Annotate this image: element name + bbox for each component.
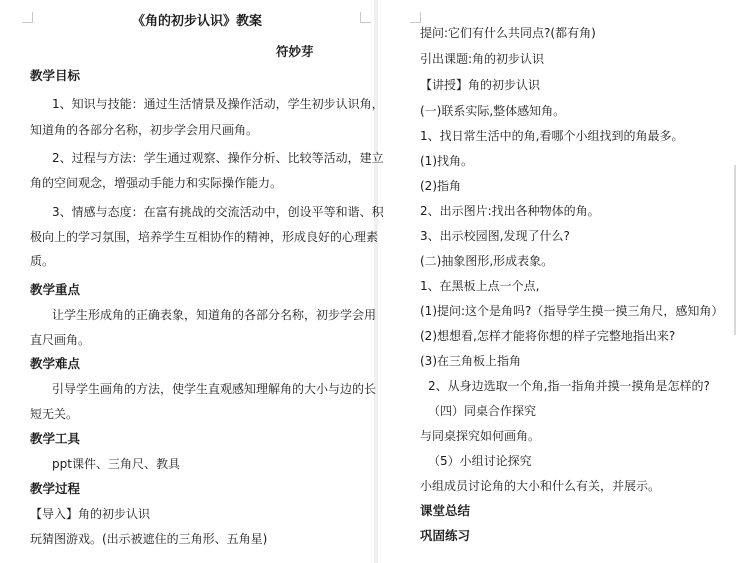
right-line-1: 提问:它们有什么共同点?(都有角) <box>420 26 596 40</box>
page-edge-line <box>734 165 736 335</box>
right-line-19: 小组成员讨论角的大小和什么有关，并展示。 <box>420 479 661 493</box>
right-line-9: 3、出示校园图,发现了什么? <box>420 229 570 243</box>
goal-3-line-1: 3、情感与态度：在富有挑战的交流活动中，创设平等和谐、积 <box>52 205 384 219</box>
right-line-2: 引出课题:角的初步认识 <box>420 52 545 66</box>
section-heading-practice: 巩固练习 <box>420 528 471 543</box>
right-line-17: 与同桌探究如何画角。 <box>420 429 541 443</box>
crop-mark <box>360 12 371 23</box>
section-heading-tools: 教学工具 <box>30 431 81 446</box>
goal-3-line-3: 质。 <box>30 254 55 268</box>
section-heading-difficult: 教学难点 <box>30 356 81 371</box>
goal-2-line-1: 2、过程与方法：学生通过观察、操作分析、比较等活动，建立 <box>52 151 384 165</box>
goal-1-line-1: 1、知识与技能：通过生活情景及操作活动，学生初步认识角， <box>52 97 384 111</box>
crop-mark <box>410 12 421 23</box>
right-line-10: (二)抽象图形,形成表象。 <box>420 254 554 268</box>
goal-2-line-2: 角的空间观念，增强动手能力和实际操作能力。 <box>30 176 283 190</box>
right-line-7: (2)指角 <box>420 179 461 193</box>
difficult-line-2: 短无关。 <box>30 407 79 421</box>
right-line-3: 【讲授】角的初步认识 <box>420 78 541 92</box>
key-line-1: 让学生形成角的正确表象，知道角的各部分名称，初步学会用 <box>52 308 377 322</box>
right-line-13: (2)想想看,怎样才能将你想的样子完整地指出来? <box>420 329 676 343</box>
right-line-16: （四）同桌合作探究 <box>428 404 537 418</box>
right-line-8: 2、出示图片:找出各种物体的角。 <box>420 204 600 218</box>
goal-1-line-2: 知道角的各部分名称，初步学会用尺画角。 <box>30 123 259 137</box>
right-line-6: (1)找角。 <box>420 154 473 168</box>
right-line-15: 2、从身边选取一个角,指一指角并摸一摸角是怎样的? <box>428 379 710 393</box>
key-line-2: 直尺画角。 <box>30 333 91 347</box>
crop-mark <box>22 12 33 23</box>
game-text: 玩猜图游戏。(出示被遮住的三角形、五角星) <box>30 532 268 546</box>
right-line-12: (1)提问:这个是角吗?（指导学生摸一摸三角尺，感知角） <box>420 304 724 318</box>
goal-3-line-2: 极向上的学习氛围，培养学生互相协作的精神，形成良好的心理素 <box>30 230 379 244</box>
right-line-5: 1、找日常生活中的角,看哪个小组找到的角最多。 <box>420 129 684 143</box>
section-heading-goals: 教学目标 <box>30 68 81 83</box>
section-heading-process: 教学过程 <box>30 481 81 496</box>
section-heading-summary: 课堂总结 <box>420 503 471 518</box>
difficult-line-1: 引导学生画角的方法，使学生直观感知理解角的大小与边的长 <box>52 382 377 396</box>
right-line-18: （5）小组讨论探究 <box>428 454 532 468</box>
author-name: 符妙芽 <box>276 44 314 59</box>
section-heading-key: 教学重点 <box>30 282 81 297</box>
right-line-11: 1、在黑板上点一个点, <box>420 279 540 293</box>
right-line-4: (一)联系实际,整体感知角。 <box>420 104 566 118</box>
doc-title: 《角的初步认识》教案 <box>132 14 263 29</box>
right-line-14: (3)在三角板上指角 <box>420 354 521 368</box>
tools-text: ppt课件、三角尺、教具 <box>52 457 180 471</box>
intro-heading: 【导入】角的初步认识 <box>30 507 151 521</box>
